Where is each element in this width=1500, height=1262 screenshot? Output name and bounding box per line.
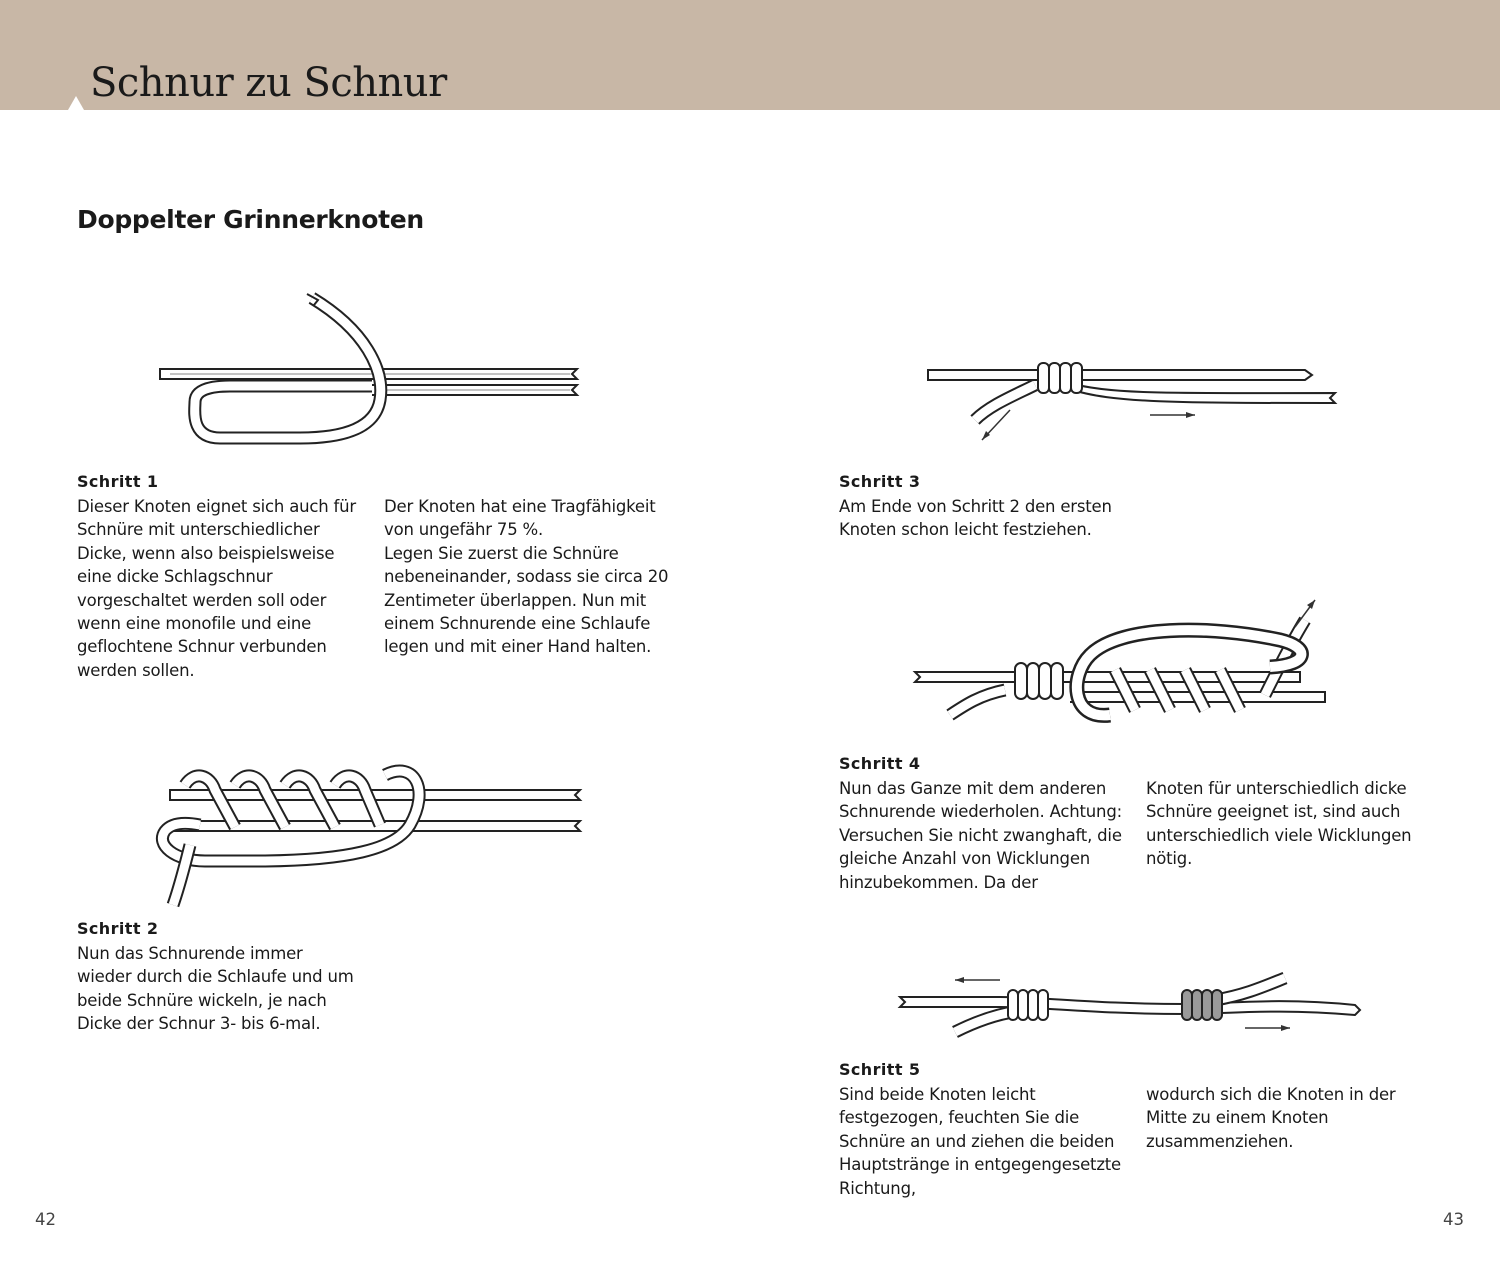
page-number-left: 42 [35, 1210, 56, 1229]
page-number-right: 43 [1443, 1210, 1464, 1229]
knot-step1-loop-illustration [150, 290, 590, 450]
step1-text-col2 [384, 495, 679, 659]
step4-text-col2: Knoten für unterschiedlich dicke Schnüre geeignet ist, sind auch unterschiedlich viele Wicklungen nötig. [1146, 779, 1412, 869]
step4-title: Schritt 4 [839, 754, 921, 773]
step3-title: Schritt 3 [839, 472, 921, 491]
step5-text-col2: wodurch sich die Knoten in der Mitte zu einem Knoten zusammenziehen. [1146, 1085, 1396, 1151]
step2-text: Nun das Schnurende immer wieder durch die Schlaufe und um beide Schnüre wickeln, je nach Dicke der Schnur 3- bis 6-mal. [77, 944, 354, 1034]
knot-step4-second-knot-illustration [910, 595, 1335, 735]
step5-title: Schritt 5 [839, 1060, 921, 1079]
header-tab-notch [68, 96, 84, 110]
step2-title: Schritt 2 [77, 919, 159, 938]
knot-step5-finished-illustration [895, 970, 1370, 1045]
knot-step3-tighten-illustration [920, 355, 1345, 450]
section-title: Doppelter Grinnerknoten [77, 205, 424, 234]
step5-text-col1: Sind beide Knoten leicht festgezogen, feuchten Sie die Schnüre an und ziehen die beiden Hauptstränge in entgegengesetzte Richtung, [839, 1085, 1122, 1198]
chapter-title: Schnur zu Schnur [90, 60, 447, 106]
step1-title: Schritt 1 [77, 472, 159, 491]
step1-text-col1: Dieser Knoten eignet sich auch für Schnüre mit unterschiedlicher Dicke, wenn also beispielsweise eine dicke Schlagschnur vorgeschaltet werden soll oder wenn eine monofile und eine geflochtene Schnur verbunden werden sollen. [77, 497, 356, 680]
step3-text: Am Ende von Schritt 2 den ersten Knoten schon leicht festziehen. [839, 497, 1112, 540]
knot-step2-wraps-illustration [145, 765, 590, 910]
step1-instructions-paragraph: Legen Sie zuerst die Schnüre nebeneinander, sodass sie circa 20 Zentimeter überlappen. Nun mit einem Schnurende eine Schlaufe legen und mit einer Hand halten. [384, 543, 669, 657]
step4-text-col1: Nun das Ganze mit dem anderen Schnurende wiederholen. Achtung: Versuchen Sie nicht zwanghaft, die gleiche Anzahl von Wicklungen hinzubekommen. Da der [839, 779, 1122, 892]
step1-capacity-paragraph: Der Knoten hat eine Tragfähigkeit von ungefähr 75 %. [384, 497, 656, 540]
